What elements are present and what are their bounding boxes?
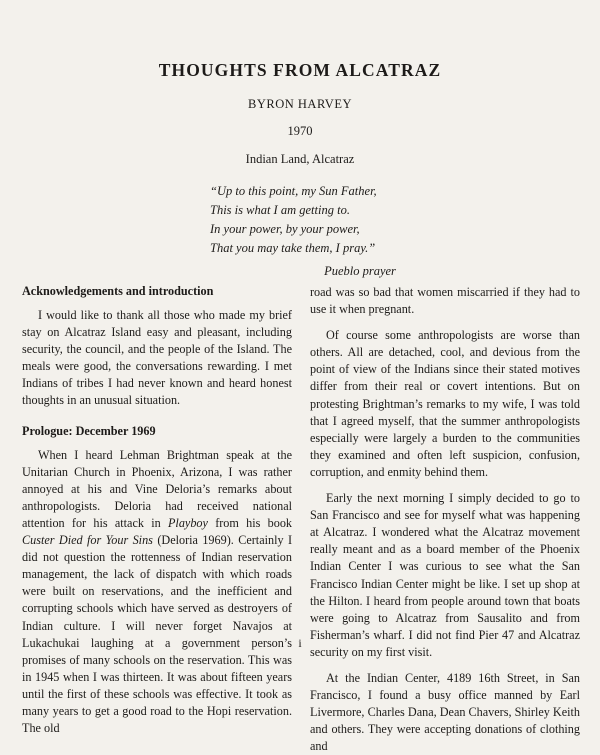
left-column [22,284,292,755]
section-heading-acknowledgements: Acknowledgements and introduction [22,284,214,298]
paragraph-acknowledgements: I would like to thank all those who made my brief stay on Alcatraz Island easy and pleasant, including security, the council, and the people of the Island. The meals were good, the conversations rewarding. I met Indians of tribes I had never known and heard honest thoughts in an unusual situation. [22,308,292,408]
epigraph-source: Pueblo prayer [324,264,396,278]
paragraph-indian-center: At the Indian Center, 4189 16th Street, in San Francisco, I found a busy office manned by Earl Livermore, Charles Dana, Dean Chavers, Shirley Keith and others. They were accepting donations of clothing and [310,670,580,754]
text-run: from his book [215,515,293,530]
italic-title-book: Custer Died for Your Sins [22,533,153,548]
epigraph-poem [170,182,430,258]
article-title: THOUGHTS FROM ALCATRAZ [158,60,442,80]
paragraph-san-francisco: Early the next morning I simply decided to go to San Francisco and see for myself what was happening at Alcatraz. I wondered what the Alcatraz movement really meant and as a board member of the Phoenix Indian Center I was curious to see what the San Francisco Indian Center might be like. I set up shop at the Hilton. I heard from people around town that boats were going to Alcatraz from Sausalito and from Fisherman’s wharf. I did not find Pier 47 and Alcatraz security on my first visit. [310,491,580,659]
article-year: 1970 [287,124,313,138]
epigraph-line: “Up to this point, my Sun Father, [210,184,377,198]
epigraph-line: This is what I am getting to. [210,203,350,217]
italic-title-playboy: Playboy [167,515,208,530]
page-number: i [298,636,302,650]
right-column [310,284,580,755]
section-heading-prologue: Prologue: December 1969 [22,423,156,438]
text-run: When I heard Lehman Brightman speak at the Unitarian Church in Phoenix, Arizona, I was rather annoyed at his and Vine Deloria’s remarks about anthropologists. Deloria had received national attention for his attack in [22,447,292,530]
body-columns [22,284,580,755]
paragraph-anthropologists: Of course some anthropologists are worse than others. All are detached, cool, and devious from the point of view of the Indians since their stated motives differ from their real or covert intentions. But on protesting Brightman’s remarks to my wife, I was told that I agreed myself, that the summer anthropologists especially were largely a burden to the communities they examined and often left suspicion, confusion, corruption, and enmity behind them. [310,328,580,479]
epigraph-line: In your power, by your power, [210,222,360,236]
paragraph-continued: road was so bad that women miscarried if they had to use it when pregnant. [310,285,580,317]
article-place: Indian Land, Alcatraz [245,152,355,166]
author-name: BYRON HARVEY [248,97,352,111]
text-run: (Deloria 1969). Certainly I did not question the rottenness of Indian reservation management, the lack of dispatch with which roads were built on reservations, and the inefficient and corrupting schools which have served as destroyers of Indian culture. I will never forget Navajos at Lukachukai laughing at a government person’s promises of many schools on the reservation. This was in 1945 when I was thirteen. It was about fifteen years until the first of these schools was effective. It took as many years to get a good road to the Hopi reservation. The old [22,533,293,736]
epigraph-line: That you may take them, I pray.” [210,241,376,255]
paragraph-prologue [22,447,292,738]
